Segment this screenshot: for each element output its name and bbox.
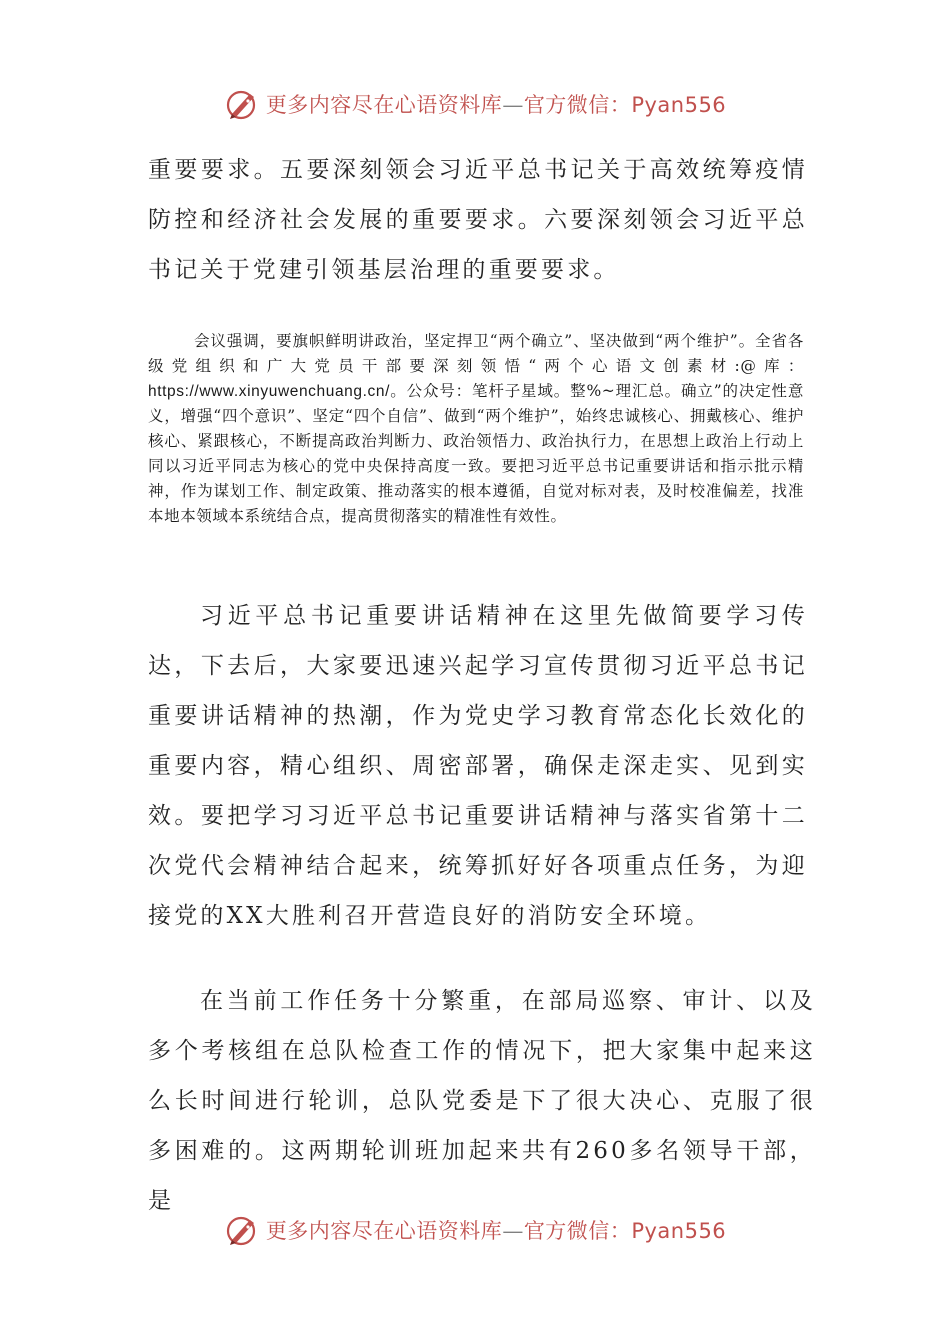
banner-dash: —	[502, 1219, 524, 1243]
banner-main-text: 更多内容尽在心语资料库	[265, 93, 503, 117]
banner-text	[266, 1215, 726, 1245]
banner-wechat-id: Pyan556	[631, 1219, 727, 1243]
pen-logo-icon	[224, 86, 260, 122]
pen-logo-icon	[224, 1212, 260, 1248]
paragraph-2-text-a: 会议强调，要旗帜鲜明讲政治，坚定捍卫“两个确立”、坚决做到“两个维护”。全省各级党组织和广大党员干部要深刻领悟“两个心语文创素材:@库：	[148, 332, 804, 375]
header-banner	[0, 84, 950, 124]
footer-banner	[0, 1210, 950, 1250]
banner-text	[266, 89, 726, 119]
banner-dash: —	[502, 93, 524, 117]
paragraph-2-url: https://www.xinyuwenchuang.cn/	[148, 383, 391, 400]
body-paragraph-1: 重要要求。五要深刻领会习近平总书记关于高效统筹疫情防控和经济社会发展的重要要求。六要深刻领会习近平总书记关于党建引领基层治理的重要要求。	[148, 157, 808, 283]
paragraph-2-text-b: 。公众号：笔杆子星域。整%~理汇总。确立”的决定性意义，增强“四个意识”、坚定“四个自信”、做到“两个维护”，始终忠诚核心、拥戴核心、维护核心、紧跟核心，不断提高政治判断力、政治领悟力、政治执行力，在思想上政治上行动上同以习近平同志为核心的党中央保持高度一致。要把习近平总书记重要讲话和指示批示精神，作为谋划工作、制定政策、推动落实的根本遵循，自觉对标对表，及时校准偏差，找准本地本领域本系统结合点，提高贯彻落实的精准性有效性。	[148, 382, 804, 525]
body-paragraph-3: 习近平总书记重要讲话精神在这里先做简要学习传达，下去后，大家要迅速兴起学习宣传贯彻习近平总书记重要讲话精神的热潮，作为党史学习教育常态化长效化的重要内容，精心组织、周密部署，确保走深走实、见到实效。要把学习习近平总书记重要讲话精神与落实省第十二次党代会精神结合起来，统筹抓好好各项重点任务，为迎接党的XX大胜利召开营造良好的消防安全环境。	[148, 603, 808, 929]
body-paragraph-2	[148, 329, 804, 529]
banner-main-text: 更多内容尽在心语资料库	[265, 1219, 503, 1243]
banner-wechat-label: 官方微信：	[523, 93, 632, 117]
banner-wechat-id: Pyan556	[631, 93, 727, 117]
body-paragraph-4: 在当前工作任务十分繁重，在部局巡察、审计、以及多个考核组在总队检查工作的情况下，把大家集中起来这么长时间进行轮训，总队党委是下了很大决心、克服了很多困难的。这两期轮训班加起来共有260多名领导干部，是	[148, 988, 816, 1214]
banner-wechat-label: 官方微信：	[523, 1219, 632, 1243]
